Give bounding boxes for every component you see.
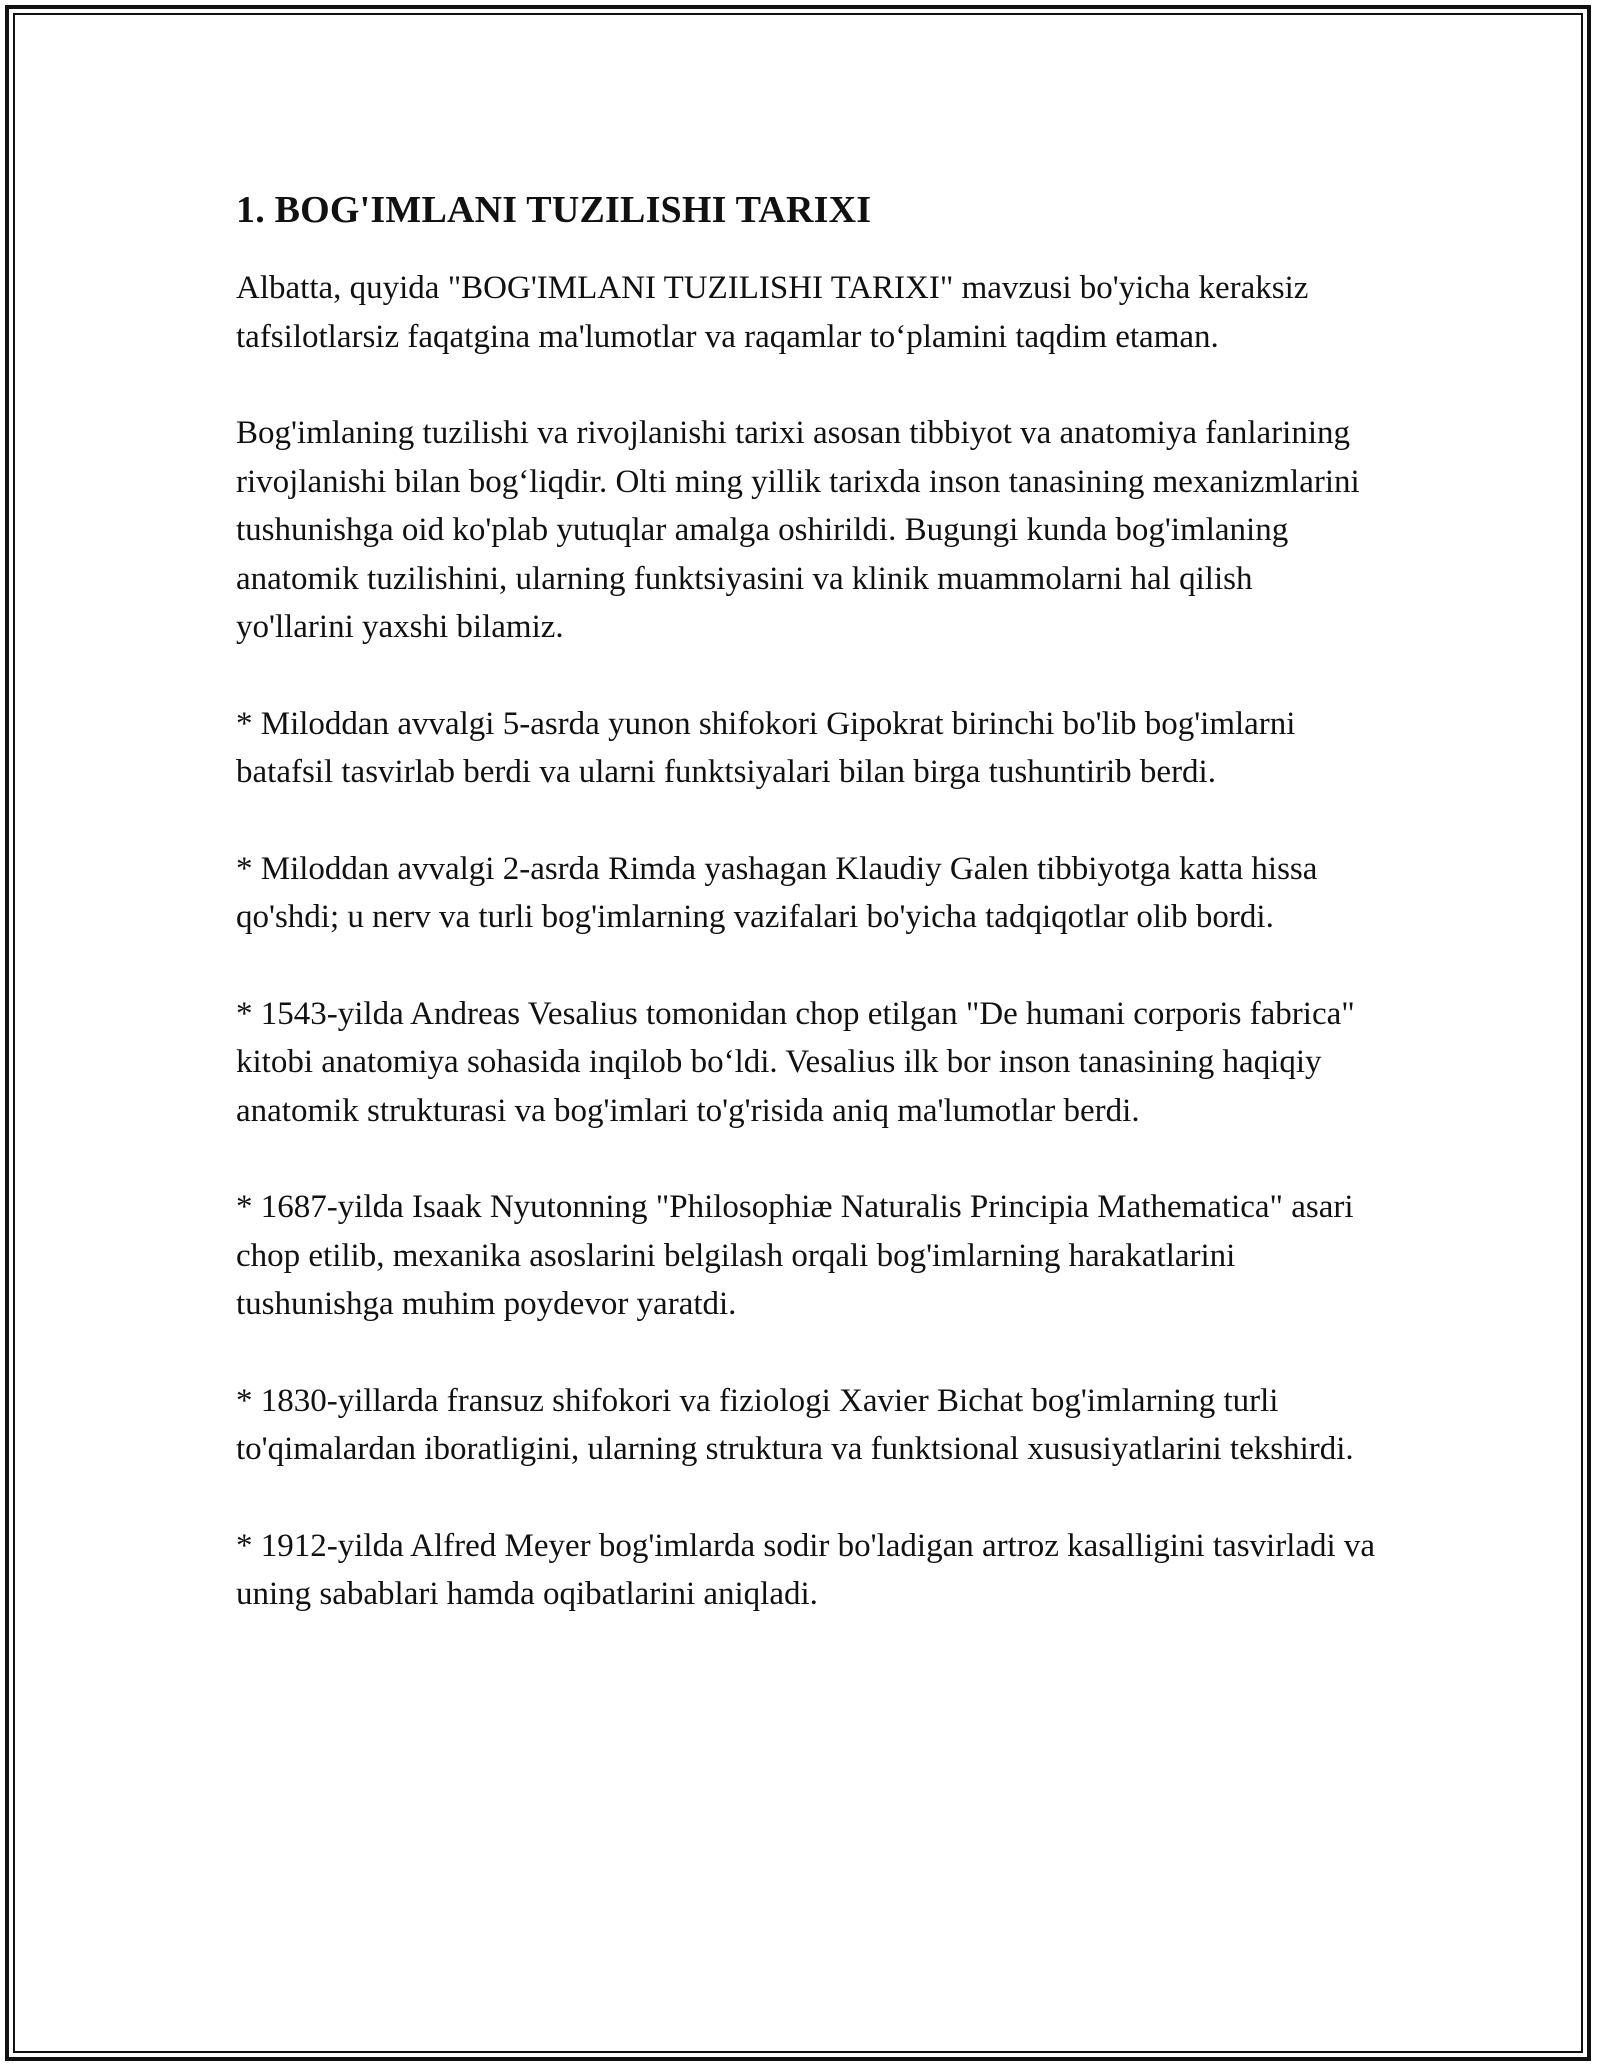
bullet-vesalius: * 1543-yilda Andreas Vesalius tomonidan chop etilgan "De humani corporis fabrica" kitobi anatomiya sohasida inqilob bo‘ldi. Vesalius ilk bor inson tanasining haqiqiy anatomik strukturasi va bog'imlari to'g'risida aniq ma'lumotlar berdi. [236,995,1355,1129]
document-body [236,186,1376,1667]
bullet-meyer: * 1912-yilda Alfred Meyer bog'imlarda sodir bo'ladigan artroz kasalligini tasvirladi va uning sabablari hamda oqibatlarini aniqladi. [236,1527,1376,1612]
overview-paragraph: Bog'imlaning tuzilishi va rivojlanishi tarixi asosan tibbiyot va anatomiya fanlarining rivojlanishi bilan bog‘liqdir. Olti ming yillik tarixda inson tanasining mexanizmlarini tushunishga oid ko'plab yutuqlar amalga oshirildi. Bugungi kunda bog'imlaning anatomik tuzilishini, ularning funktsiyasini va klinik muammolarni hal qilish yo'llarini yaxshi bilamiz. [236,415,1360,645]
intro-paragraph: Albatta, quyida "BOG'IMLANI TUZILISHI TARIXI" mavzusi bo'yicha keraksiz tafsilotlarsiz faqatgina ma'lumotlar va raqamlar to‘plamini taqdim etaman. [236,270,1309,355]
bullet-newton: * 1687-yilda Isaak Nyutonning "Philosophiæ Naturalis Principia Mathematica" asari chop etilib, mexanika asoslarini belgilash orqali bog'imlarning harakatlarini tushunishga muhim poydevor yaratdi. [236,1189,1354,1322]
bullet-galen: * Miloddan avvalgi 2-asrda Rimda yashagan Klaudiy Galen tibbiyotga katta hissa qo'shdi; u nerv va turli bog'imlarning vazifalari bo'yicha tadqiqotlar olib bordi. [236,850,1318,935]
document-title: 1. BOG'IMLANI TUZILISHI TARIXI [236,189,872,231]
bullet-bichat: * 1830-yillarda fransuz shifokori va fiziologi Xavier Bichat bog'imlarning turli to'qimalardan iboratligini, ularning struktura va funktsional xususiyatlarini tekshirdi. [236,1382,1354,1467]
bullet-hippocrates: * Miloddan avvalgi 5-asrda yunon shifokori Gipokrat birinchi bo'lib bog'imlarni batafsil tasvirlab berdi va ularni funktsiyalari bilan birga tushuntirib berdi. [236,705,1296,790]
